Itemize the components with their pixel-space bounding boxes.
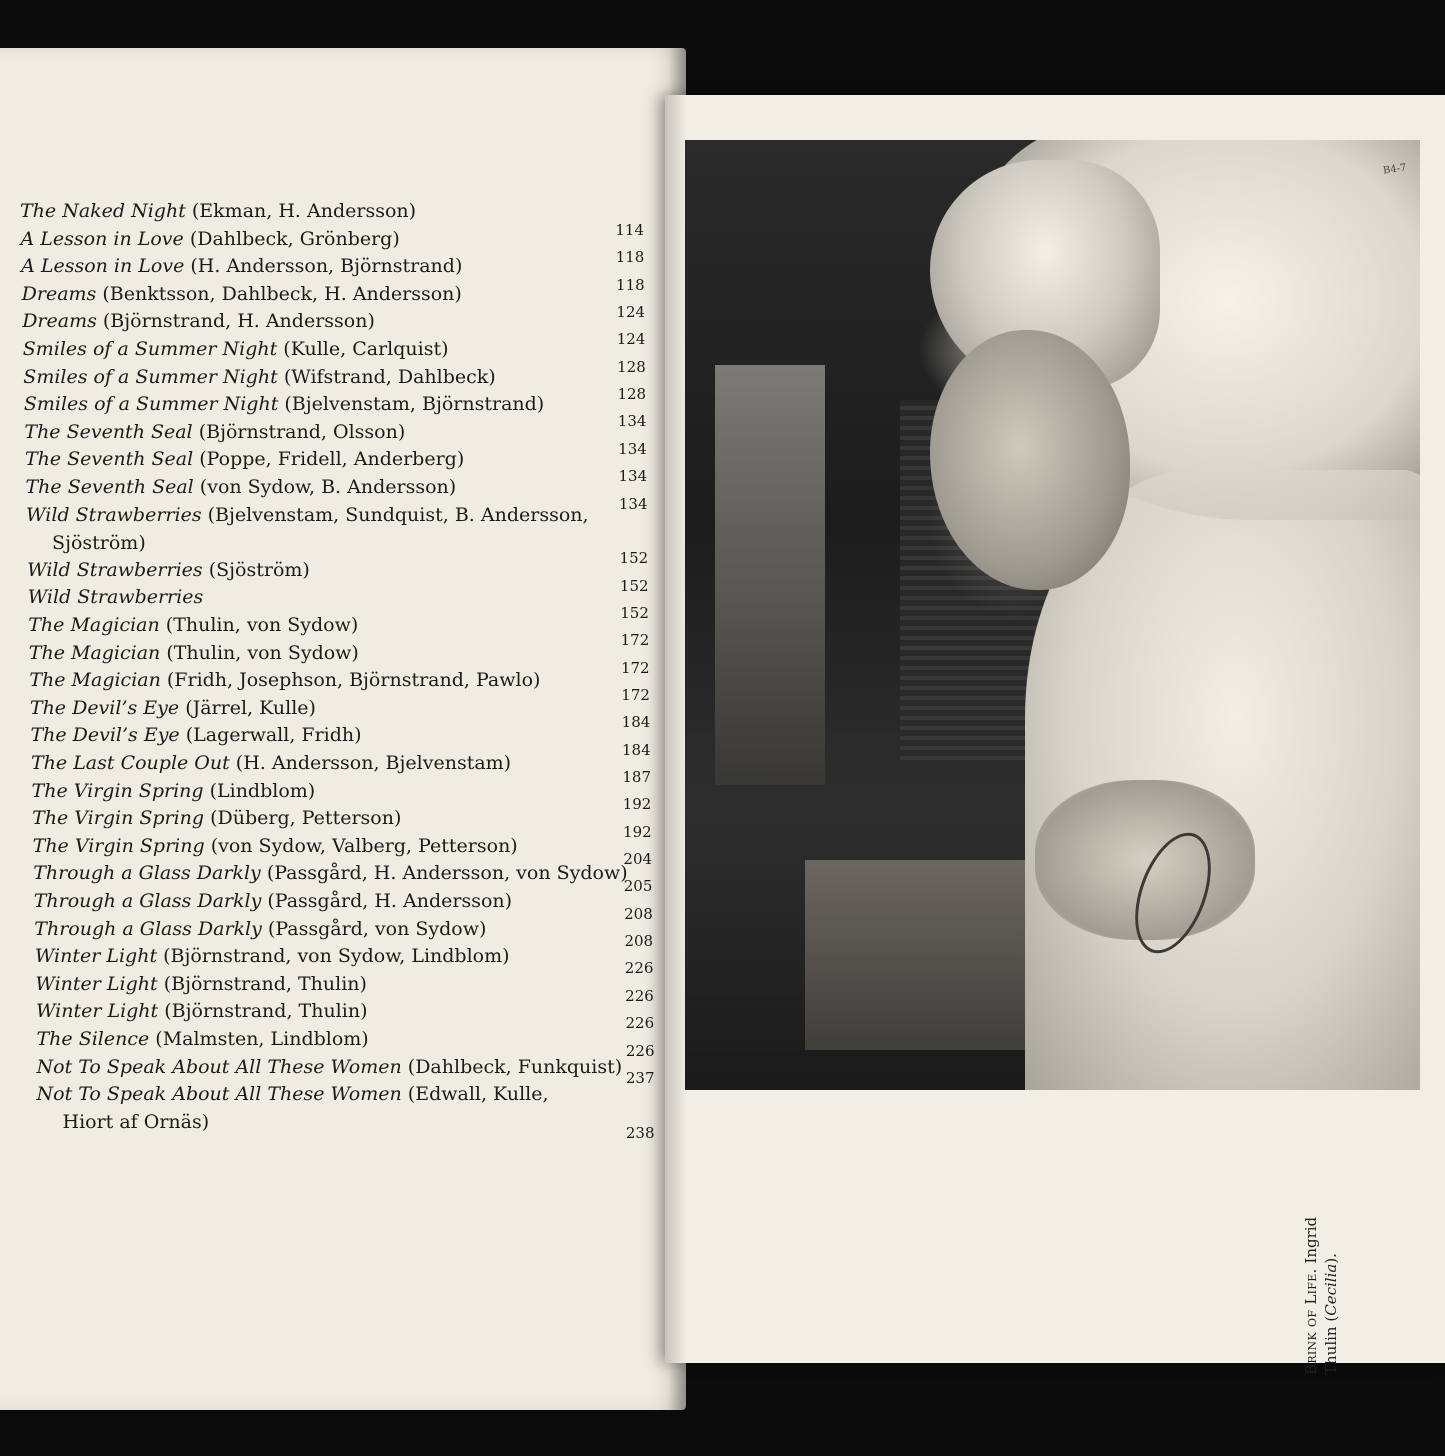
cast-names: (Ekman, H. Andersson) [191,200,417,222]
film-title: Wild Strawberries [26,503,202,526]
page-number: 134 [618,439,647,458]
list-item [32,805,672,831]
list-item [35,971,675,997]
cast-names: (Björnstrand, Thulin) [164,1000,368,1023]
film-title: Not To Speak About All These Women [36,1083,402,1106]
page-number: 226 [625,1014,655,1033]
page-number: 134 [617,412,647,431]
page-number: 114 [615,221,644,239]
list-item [26,474,666,500]
film-title: Through a Glass Darkly [33,862,261,885]
list-item [26,502,666,554]
film-title: Through a Glass Darkly [33,890,262,912]
page-number: 128 [617,385,647,404]
page-number: 238 [625,1123,655,1142]
film-title: The Virgin Spring [32,834,205,857]
cast-names: (Dahlbeck, Funkquist) [407,1055,623,1078]
cast-names: (Bjelvenstam, Sundquist, B. Andersson, [207,503,589,526]
film-title: Smiles of a Summer Night [22,338,278,360]
film-title: The Silence [36,1028,150,1050]
film-title: Winter Light [35,1000,159,1023]
caption-film-title: Brink of Life. [1302,1268,1320,1375]
photo-caption [1301,1195,1445,1395]
list-item [21,253,661,279]
film-title: Dreams [22,310,97,333]
page-number: 128 [617,357,646,376]
film-title: The Seventh Seal [24,420,193,443]
cast-names: (Lagerwall, Fridh) [185,724,362,747]
list-item [32,778,672,804]
list-item [23,364,663,390]
list-item [37,1054,677,1080]
list-item [25,446,665,472]
cast-names: (Björnstrand, von Sydow, Lindblom) [163,945,510,968]
page-number: 205 [623,877,653,896]
page-number: 192 [622,795,652,814]
page-number: 124 [616,303,646,322]
list-item [29,667,669,693]
list-item [33,860,673,886]
cast-names: (Järrel, Kulle) [185,696,316,719]
cast-names: (Dahlbeck, Grönberg) [189,227,400,250]
cast-names: (Björnstrand, Olsson) [198,420,406,443]
film-title: Through a Glass Darkly [34,917,262,940]
caption-open-paren: ( [1322,1315,1340,1322]
film-title: The Devil’s Eye [30,724,180,747]
page-number: 134 [618,467,648,486]
film-title: Not To Speak About All These Women [36,1055,402,1078]
cast-names: (Sjöström) [208,558,310,581]
list-item [30,722,670,748]
cast-names: (Bjelvenstam, Björnstrand) [284,393,545,416]
film-title: Wild Strawberries [27,586,204,609]
caption-close-paren: ). [1322,1253,1340,1264]
page-number: 184 [621,713,651,732]
list-item [34,916,674,942]
page-number: 152 [620,603,649,622]
page-number: 226 [625,1041,655,1060]
page-number: 152 [619,576,649,595]
page-number: 134 [618,494,648,513]
page-number: 118 [616,275,645,294]
page-number: 172 [620,658,650,677]
cast-names: (H. Andersson, Björnstrand) [190,255,463,278]
list-item [21,226,661,252]
cast-names: (Passgård, von Sydow) [267,917,487,940]
film-title: Wild Strawberries [27,558,203,581]
page-number: 172 [621,685,650,704]
film-title: The Virgin Spring [31,779,204,802]
cast-names: (Malmsten, Lindblom) [155,1028,369,1050]
film-title: The Seventh Seal [25,476,194,498]
page-number: 118 [615,248,645,267]
list-item [22,281,662,307]
page-number: 184 [622,740,651,759]
cast-names: (Benktsson, Dahlbeck, H. Andersson) [102,282,462,305]
film-title: The Last Couple Out [31,752,230,774]
cast-names: (H. Andersson, Bjelvenstam) [235,752,512,774]
list-item [30,695,670,721]
list-item [23,336,663,362]
left-page [0,48,686,1410]
page-number: 237 [625,1068,655,1087]
list-item [27,557,667,583]
cast-names: (Björnstrand, H. Andersson) [102,310,375,333]
caption-role: Cecilia [1322,1263,1340,1316]
film-title: Smiles of a Summer Night [23,393,279,416]
page-number: 172 [620,631,650,650]
list-item [28,584,668,610]
cast-names: (Kulle, Carlquist) [283,338,449,360]
page-number: 226 [624,959,654,978]
list-item [34,888,674,914]
cast-names-continued: Sjöström) [52,531,146,554]
film-title: The Magician [29,669,161,692]
page-number: 208 [624,932,654,951]
cast-names: (von Sydow, B. Andersson) [199,476,457,498]
list-item [28,612,668,638]
cast-names: (Lindblom) [209,779,316,802]
film-title: Dreams [21,282,97,305]
cast-names: (Thulin, von Sydow) [165,614,359,636]
page-number: 204 [623,850,653,869]
photo-corner-mark: B4-7 [1381,162,1407,177]
film-title: The Naked Night [20,200,186,222]
film-title: The Seventh Seal [24,448,194,471]
film-still-photo [685,140,1420,1090]
list-item [29,640,669,666]
caption-text [1301,1195,1341,1375]
list-item [31,750,671,776]
cast-names: (Björnstrand, Thulin) [163,972,367,995]
film-title: A Lesson in Love [21,255,185,278]
list-item [24,419,664,445]
cast-names: (von Sydow, Valberg, Petterson) [210,834,518,857]
page-number: 226 [625,986,654,1005]
cast-names: (Fridh, Josephson, Björnstrand, Pawlo) [166,669,541,692]
page-number: 152 [619,549,649,568]
cast-names: (Edwall, Kulle, [407,1083,549,1106]
photo-window [715,365,825,785]
cast-names: (Poppe, Fridell, Anderberg) [199,448,465,471]
list-item [24,391,664,417]
cast-names: (Düberg, Petterson) [210,807,402,830]
list-item [37,1026,677,1052]
film-title: The Magician [28,614,160,636]
page-number: 187 [622,768,651,786]
film-title: The Magician [28,641,161,664]
illustration-list [0,48,686,1410]
cast-names: (Passgård, H. Andersson) [267,890,513,912]
film-title: A Lesson in Love [20,227,184,250]
list-item [20,198,660,224]
cast-names: (Wifstrand, Dahlbeck) [283,365,496,388]
film-title: Smiles of a Summer Night [23,365,278,388]
page-number: 124 [616,330,646,349]
list-item [22,308,662,334]
cast-names: (Passgård, H. Andersson, von Sydow) [266,862,628,885]
caption-actor: Ingrid Thulin [1302,1216,1340,1375]
page-number: 192 [623,822,652,841]
page-number: 208 [624,904,653,923]
list-item [33,833,673,859]
cast-names: (Thulin, von Sydow) [166,641,359,664]
film-title: Winter Light [34,945,158,968]
film-title: The Virgin Spring [32,807,205,830]
right-page [665,95,1445,1375]
film-title: Winter Light [35,972,158,995]
film-title: The Devil’s Eye [29,696,180,719]
list-item [36,998,676,1024]
cast-names-continued: Hiort af Ornäs) [62,1111,210,1134]
list-item [35,943,675,969]
